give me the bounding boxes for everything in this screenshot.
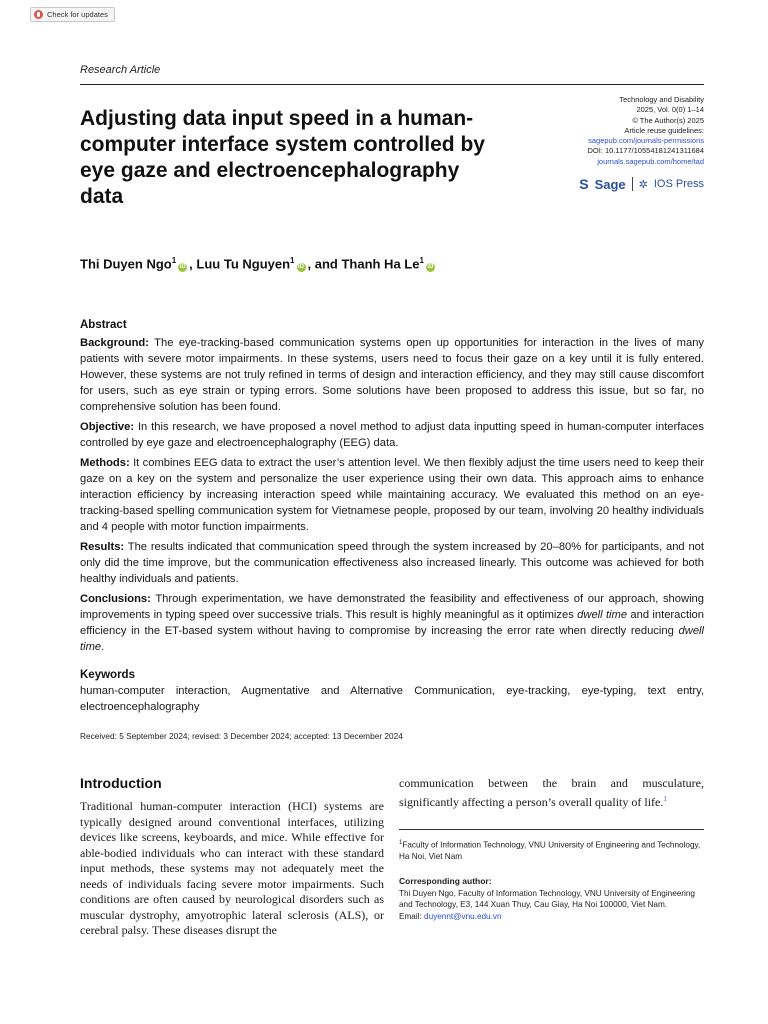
objective-text: In this research, we have proposed a novel method to adjust data inputting speed in human-computer interfaces controlled by eye gaze and electroencephalography (EEG) data. [80, 421, 704, 449]
author-name[interactable]: Thanh Ha Le [341, 256, 420, 272]
abstract-objective [80, 419, 704, 451]
article-title: Adjusting data input speed in a human-computer interface system controlled by eye gaze and electroencephalography data [80, 107, 485, 208]
sage-logo-icon: S [579, 176, 589, 192]
affiliation-text: Faculty of Information Technology, VNU University of Engineering and Technology, Ha Noi, Viet Nam [399, 840, 701, 862]
methods-label: Methods: [80, 457, 130, 469]
email-link[interactable]: duyennt@vnu.edu.vn [424, 911, 502, 921]
corresponding-author-text: Thi Duyen Ngo, Faculty of Information Technology, VNU University of Engineering and Technology, E3, 144 Xuan Thuy, Cau Giay, Ha Noi 100000, Viet Nam. [399, 888, 695, 910]
affiliation-mark: 1 [399, 840, 403, 846]
affiliation-footnote [399, 838, 704, 863]
orcid-icon[interactable]: iD [427, 264, 434, 271]
abstract-background [80, 335, 704, 415]
affiliation-mark: 1 [419, 256, 424, 265]
reference-link[interactable]: 1 [663, 794, 667, 803]
orcid-icon[interactable]: iD [298, 264, 304, 271]
corresponding-author-heading: Corresponding author: [399, 876, 492, 886]
check-for-updates-badge[interactable] [30, 7, 115, 22]
ios-press-logo-icon: ✲ [638, 178, 648, 191]
objective-label: Objective: [80, 421, 135, 433]
dwell-time-term: dwell time [80, 625, 705, 653]
introduction-paragraph: Traditional human-computer interaction (HCI) systems are typically designed around conventional interfaces, utilizing devices like screens, keyboards, and mice. While effective for able-bodied individuals who can interact with these standard input methods, these systems may not adequately meet the needs of individuals facing severe motor impairments. Such conditions are often caused by neurological disorders such as muscular dystrophy, amyotrophic lateral sclerosis (ALS), or cerebral palsy. These diseases disrupt the [80, 799, 384, 937]
publisher-logos [579, 176, 704, 192]
conclusions-label: Conclusions: [80, 593, 151, 605]
journal-doi[interactable]: DOI: 10.1177/10554181241311684 [587, 146, 704, 156]
author-list [80, 256, 437, 272]
orcid-icon[interactable]: iD [179, 264, 186, 271]
introduction-paragraph-continued [399, 776, 704, 810]
header-rule [80, 84, 704, 85]
sage-logo: Sage [594, 176, 626, 192]
keywords-text: human-computer interaction, Augmentative and Alternative Communication, eye-tracking, eye-typing, text entry, electroencephalography [80, 685, 704, 713]
background-text: The eye-tracking-based communication systems open up opportunities for interaction in the lives of many patients with severe motor impairments. In these systems, users need to focus their gaze on a key until it is fully entered. However, these systems are not truly refined in terms of design and interaction efficiency, and they may still cause discomfort for users, such as eye strain or typing errors. Some solutions have been proposed to address this issue, but so far, no comprehensive solution has been found. [80, 337, 705, 413]
article-dates: Received: 5 September 2024; revised: 3 December 2024; accepted: 13 December 2024 [80, 731, 403, 741]
author-name[interactable]: Thi Duyen Ngo [80, 256, 172, 272]
results-text: The results indicated that communication speed through the system increased by 20–80% for participants, and not only did the time improve, but the communication effectiveness also increased linearly. This outcome was achieved for both healthy individuals and patients. [80, 541, 705, 585]
abstract-conclusions [80, 591, 704, 655]
abstract-heading: Abstract [80, 319, 127, 331]
logo-divider [632, 177, 633, 191]
dwell-time-term: dwell time [577, 609, 628, 621]
journal-reuse: Article reuse guidelines: [624, 125, 704, 135]
introduction-text: communication between the brain and musculature, significantly affecting a person’s overall quality of life. [399, 776, 704, 809]
ios-press-logo: IOS Press [653, 178, 704, 190]
check-for-updates-label: Check for updates [47, 10, 108, 19]
corresponding-author-footnote [399, 876, 704, 922]
methods-text: It combines EEG data to extract the user’s attention level. We then flexibly adjust the time users need to keep their gaze on a key on the system and personalize the user experience using their own data. This approach aims to enhance interaction efficiency by increasing interaction speed while maintaining accuracy. We evaluated this method on an eye-tracking-based spelling communication system for Vietnamese people, proposed by our team, involving 20 healthy individuals and 4 people with motor function impairments. [80, 457, 704, 533]
results-label: Results: [80, 541, 125, 553]
affiliation-mark: 1 [290, 256, 295, 265]
conclusions-text: and interaction efficiency in the ET-based system without having to compromise by increasing the error rate when directly reducing [80, 609, 704, 637]
update-icon [34, 10, 43, 19]
author-separator: , [189, 256, 197, 272]
abstract-methods [80, 455, 704, 535]
footnote-rule [399, 829, 704, 830]
article-type-label: Research Article [80, 64, 161, 76]
conclusions-text: Through experimentation, we have demonstrated the feasibility and effectiveness of our approach, showing improvements in typing speed over successive trials. This result is highly meaningful as it optimizes [80, 593, 705, 621]
affiliation-mark: 1 [171, 256, 177, 265]
author-separator: , and [307, 256, 342, 272]
abstract-section [80, 319, 704, 659]
journal-volume: 2025, Vol. 0(0) 1–14 [636, 105, 704, 115]
conclusions-end: . [101, 641, 105, 653]
journal-home-link[interactable]: journals.sagepub.com/home/tad [597, 156, 704, 166]
journal-copyright: © The Author(s) 2025 [632, 115, 704, 125]
abstract-results [80, 539, 704, 587]
keywords-heading: Keywords [80, 669, 135, 681]
keywords-section [80, 669, 704, 715]
background-label: Background: [80, 337, 149, 349]
journal-meta [504, 95, 704, 167]
permissions-link[interactable]: sagepub.com/journals-permissions [588, 136, 704, 146]
email-label: Email: [399, 911, 422, 921]
introduction-heading: Introduction [80, 775, 162, 791]
author-name[interactable]: Luu Tu Nguyen [196, 256, 291, 272]
journal-name: Technology and Disability [619, 95, 704, 104]
